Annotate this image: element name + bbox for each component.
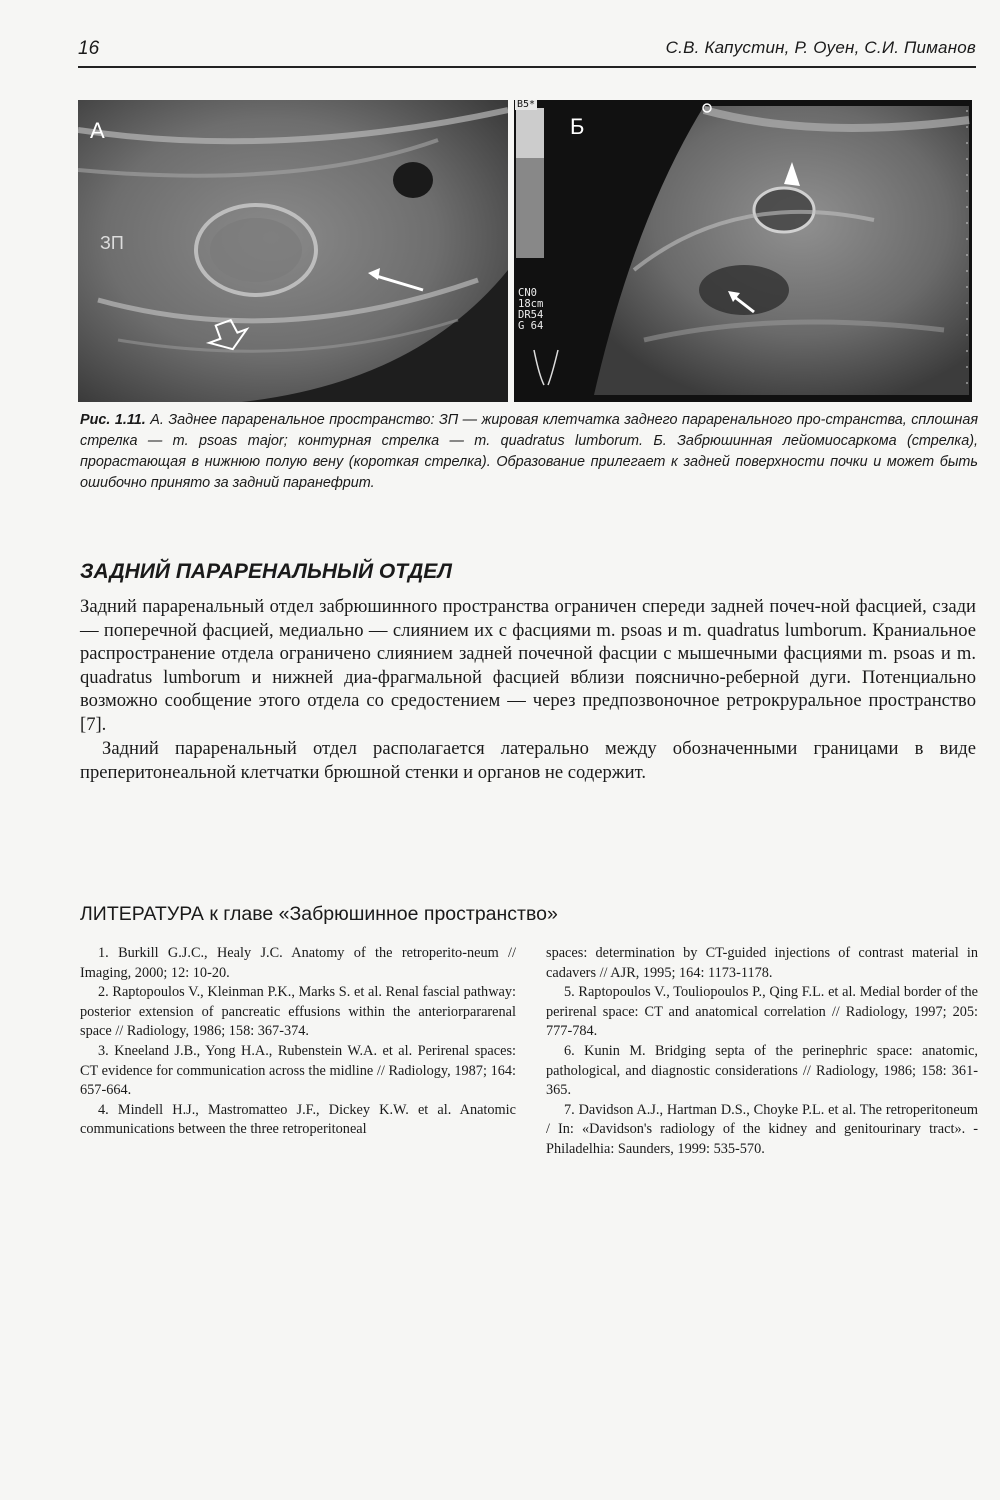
reference-item: 3. Kneeland J.B., Yong H.A., Rubenstein W.A. et al. Perirenal spaces: CT evidence for communication across the midline // Radiology, 1987; 164: 657-664. [80, 1042, 516, 1099]
page-number: 16 [78, 38, 100, 59]
reference-continuation: spaces: determination by CT-guided injections of contrast material in cadavers // AJR, 1995; 164: 1173-1178. [546, 945, 978, 981]
section-title: ЗАДНИЙ ПАРАРЕНАЛЬНЫЙ ОТДЕЛ [80, 560, 452, 583]
figure-caption [80, 410, 978, 494]
paragraph: Задний параренальный отдел забрюшинного пространства ограничен спереди задней почеч-ной фасцией, сзади — поперечной фасцией, медиально — слиянием их с фасциями m. psoas и m. quadratus lumborum. Краниальное распространение отдела ограничено слиянием задней почечной фасции с мышечными фасциями m. psoas и m. quadratus lumborum и нижней диа-фрагмальной фасцией вблизи пояснично-реберной дуги. Потенциально возможно сообщение этого отдела со средостением — через предпозвоночное ретрокруральное пространство [7]. [80, 596, 976, 735]
reference-item: 1. Burkill G.J.C., Healy J.C. Anatomy of the retroperito-neum // Imaging, 2000; 12: 10-20. [80, 945, 516, 981]
caption-label: Рис. 1.11. [80, 412, 146, 428]
zp-label: ЗП [100, 233, 124, 253]
figure-1-11 [78, 100, 972, 402]
panel-a-label: А [90, 118, 105, 143]
reference-item: 6. Kunin M. Bridging septa of the perinephric space: anatomic, pathological, and diagnostic considerations // Radiology, 1986; 158: 361-365. [546, 1042, 978, 1099]
references-title: ЛИТЕРАТУРА к главе «Забрюшинное пространство» [80, 903, 558, 925]
ultrasound-panel-b [514, 100, 972, 402]
ultrasound-image-a [78, 100, 508, 402]
reference-item: 2. Raptopoulos V., Kleinman P.K., Marks S. et al. Renal fascial pathway: posterior extension of pancreatic effusions within the anteriorpararenal space // Radiology, 1986; 158: 367-374. [80, 984, 516, 1040]
authors: С.В. Капустин, Р. Оуен, С.И. Пиманов [665, 38, 976, 57]
reference-item: 5. Raptopoulos V., Touliopoulos P., Qing F.L. et al. Medial border of the perirenal space: CT and anatomical correlation // Radiology, 1997; 205: 777-784. [546, 984, 978, 1040]
reference-item: 7. Davidson A.J., Hartman D.S., Choyke P.L. et al. The retroperitoneum / In: «Davidson's radiology of the kidney and genitourinary tract». - Philadelhia: Saunders, 1999: 535-570. [546, 1101, 978, 1157]
caption-text: А. Заднее параренальное пространство: ЗП — жировая клетчатка заднего параренального про-странства, сплошная стрелка — m. psoas major; контурная стрелка — m. quadratus lumborum. Б. Забрюшинная лейомиосаркома (стрелка), прорастающая в нижнюю полую вену (короткая стрелка). Образование прилегает к задней поверхности почки и может быть ошибочно принято за задний паранефрит. [80, 412, 979, 491]
panel-b-label: Б [570, 114, 585, 139]
scanner-tag: B5* [517, 100, 536, 110]
section-body [80, 595, 976, 784]
references-left-column [80, 944, 516, 1140]
ultrasound-image-b [514, 100, 972, 402]
ultrasound-panel-a [78, 100, 508, 402]
running-head [78, 36, 976, 68]
reference-item: 4. Mindell H.J., Mastromatteo J.F., Dickey K.W. et al. Anatomic communications between the three retroperitoneal [80, 1101, 516, 1138]
paragraph: Задний параренальный отдел располагается латерально между обозначенными границами в виде преперитонеальной клетчатки брюшной стенки и органов не содержит. [80, 738, 976, 783]
references-right-column [546, 944, 978, 1160]
scanner-info: CN0 18cm DR54 G 64 [518, 287, 544, 332]
